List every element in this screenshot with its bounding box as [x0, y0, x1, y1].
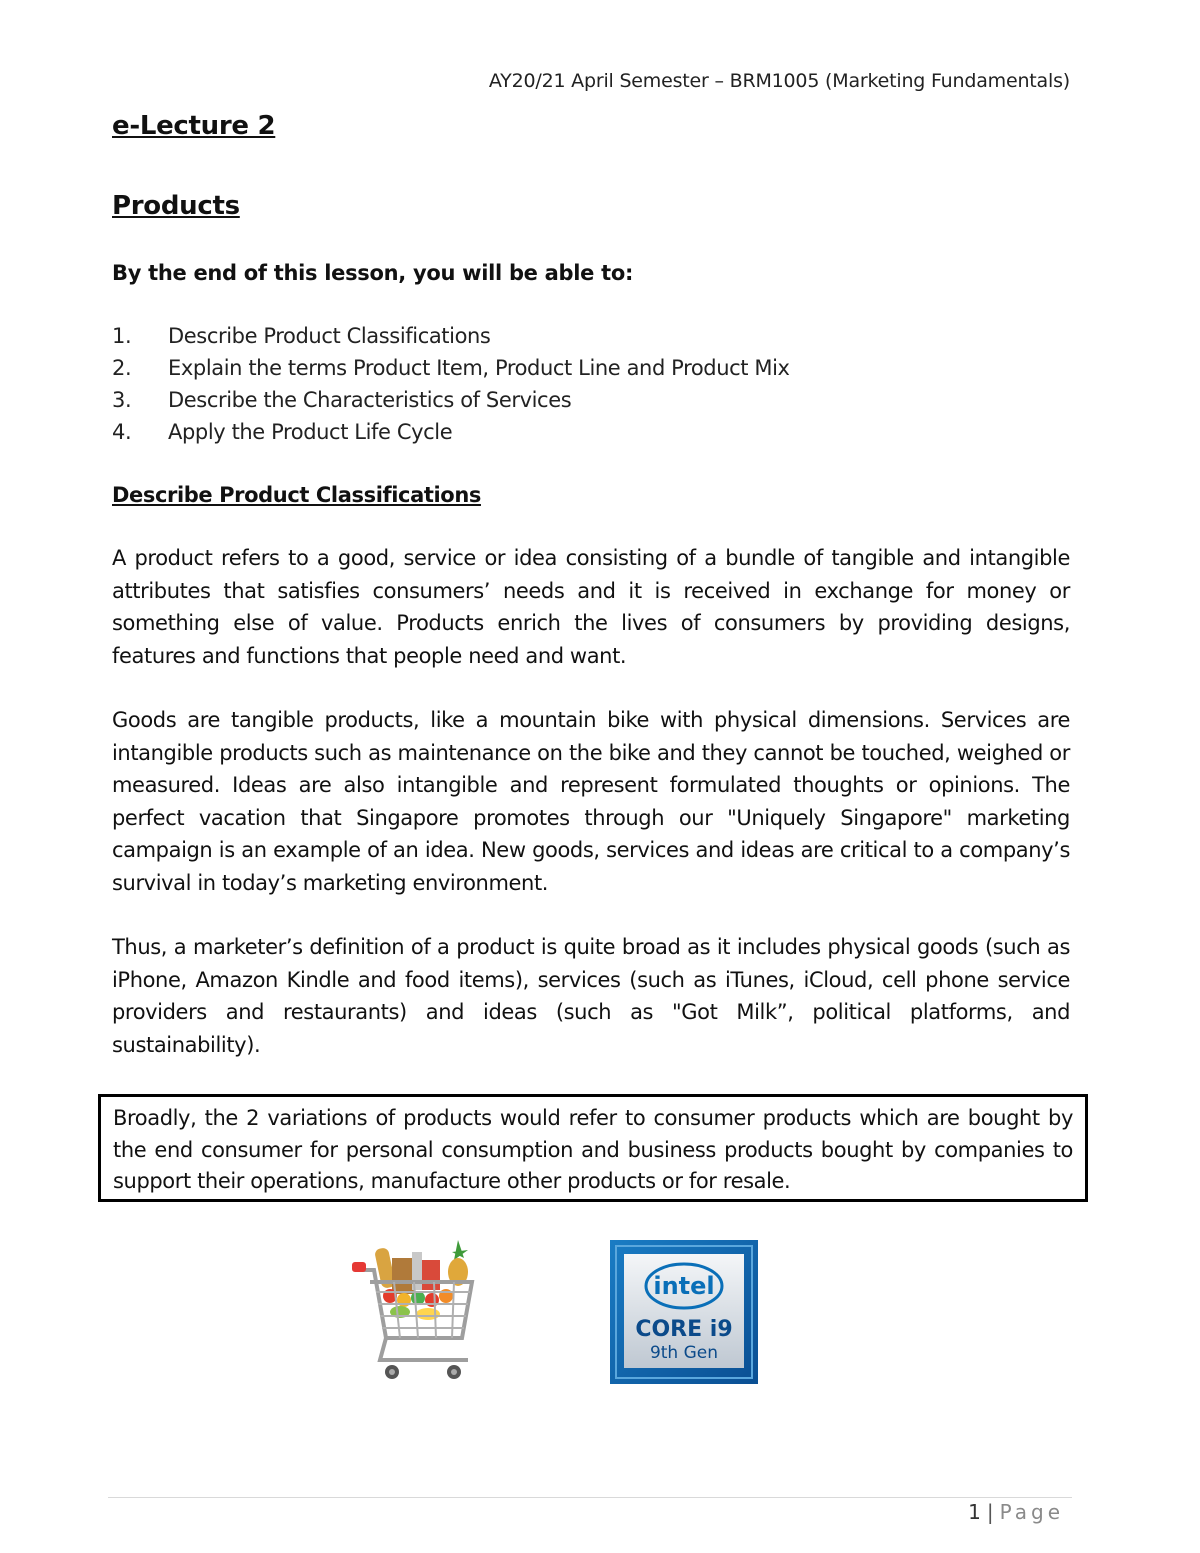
footer-separator: |: [986, 1500, 994, 1524]
objectives-intro: By the end of this lesson, you will be able to:: [112, 261, 634, 285]
objective-text: Describe Product Classifications: [168, 324, 491, 348]
page-footer: [968, 1500, 1064, 1524]
page-label: Page: [999, 1500, 1064, 1524]
page-number: 1: [968, 1500, 981, 1524]
objective-item: [112, 320, 1070, 352]
section-heading: Describe Product Classifications: [112, 483, 481, 507]
lecture-title: e-Lecture 2: [112, 111, 276, 141]
paragraph-marketer-definition: Thus, a marketer’s definition of a product is quite broad as it includes physical goods (such as iPhone, Amazon Kindle and food items), services (such as iTunes, iCloud, cell phone service providers and restaurants) and ideas (such as "Got Milk”, political platforms, and sustainability).: [112, 935, 1070, 1057]
paragraph-goods-services-ideas: Goods are tangible products, like a mountain bike with physical dimensions. Services are intangible products such as maintenance on the bike and they cannot be touched, weighed or measured. Ideas are also intangible and represent formulated thoughts or opinions. The perfect vacation that Singapore promotes through our "Uniquely Singapore" marketing campaign is an example of an idea. New goods, services and ideas are critical to a company’s survival in today’s marketing environment.: [112, 708, 1070, 895]
objective-number: 2.: [112, 356, 132, 380]
intel-brand-text: intel: [653, 1272, 715, 1300]
objective-item: [112, 416, 1070, 448]
intel-line1-text: CORE i9: [635, 1317, 733, 1342]
intel-line2-text: 9th Gen: [649, 1343, 719, 1363]
document-header: AY20/21 April Semester – BRM1005 (Marketing Fundamentals): [488, 70, 1070, 92]
objective-text: Describe the Characteristics of Services: [168, 388, 572, 412]
objective-number: 1.: [112, 324, 132, 348]
objectives-list: [112, 320, 1070, 448]
boxed-note: [98, 1094, 1088, 1202]
objective-item: [112, 384, 1070, 416]
paragraph-product-definition: A product refers to a good, service or idea consisting of a bundle of tangible and intangible attributes that satisfies consumers’ needs and it is received in exchange for money or something else of value. Products enrich the lives of consumers by providing designs, features and functions that people need and want.: [112, 546, 1070, 668]
objective-number: 3.: [112, 388, 132, 412]
topic-title: Products: [112, 191, 240, 221]
intel-core-i9-badge: [610, 1240, 758, 1384]
objective-number: 4.: [112, 420, 132, 444]
objective-item: [112, 352, 1070, 384]
shopping-cart-icon: [330, 1230, 490, 1390]
objective-text: Apply the Product Life Cycle: [168, 420, 453, 444]
objective-text: Explain the terms Product Item, Product Line and Product Mix: [168, 356, 790, 380]
boxed-note-text: Broadly, the 2 variations of products would refer to consumer products which are bought by the end consumer for personal consumption and business products bought by companies to support their operations, manufacture other products or for resale.: [113, 1106, 1073, 1193]
footer-divider: [108, 1497, 1072, 1498]
document-body: [112, 108, 1070, 1061]
